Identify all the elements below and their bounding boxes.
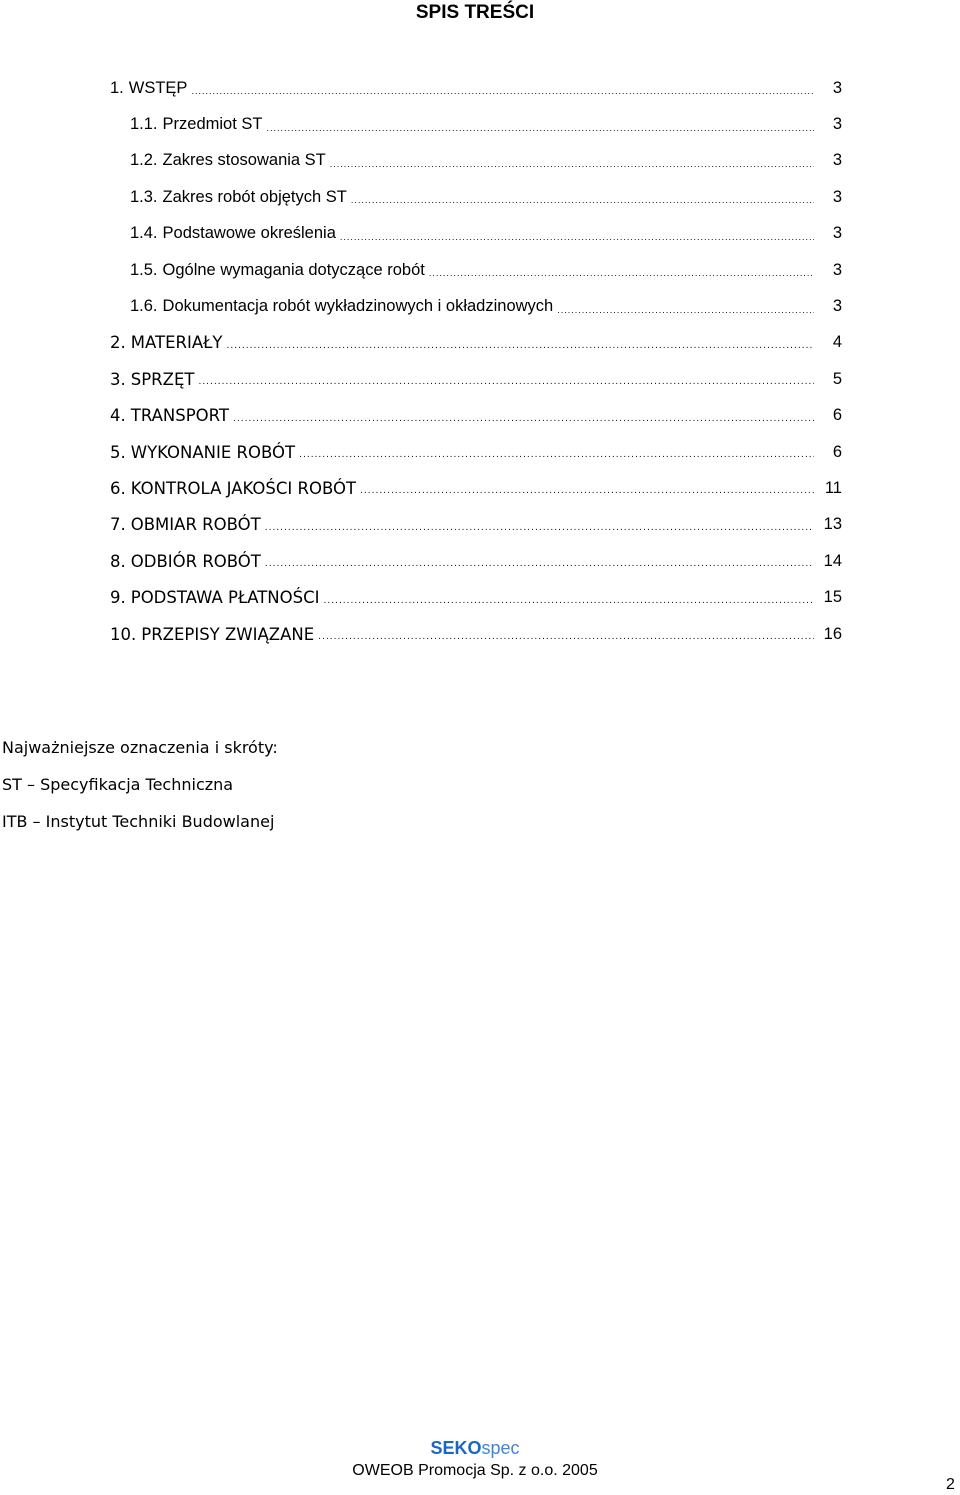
- toc-entry-number: 10.: [110, 624, 137, 644]
- toc-entry-label: ODBIÓR ROBÓT: [130, 551, 261, 571]
- logo-bold-text: SEKO: [430, 1438, 482, 1458]
- page-number: 2: [946, 1476, 955, 1493]
- toc-dot-leader: [265, 559, 814, 569]
- toc-dot-leader: [198, 377, 814, 387]
- toc-entry-label: PODSTAWA PŁATNOŚCI: [130, 588, 320, 608]
- toc-dot-leader: [226, 341, 814, 351]
- toc-entry[interactable]: [110, 434, 842, 470]
- toc-dot-leader: [351, 195, 814, 205]
- toc-entry-number: 5.: [110, 442, 126, 462]
- toc-entry-label: SPRZĘT: [130, 369, 195, 389]
- toc-entry-page: 14: [823, 551, 842, 570]
- toc-entry-page: 6: [832, 442, 842, 461]
- toc-entry-number: 1.6.: [130, 297, 158, 316]
- toc-entry[interactable]: [110, 216, 842, 252]
- toc-entry-number: 4.: [110, 406, 126, 426]
- footer-text: OWEOB Promocja Sp. z o.o. 2005: [352, 1462, 598, 1479]
- toc-entry[interactable]: [110, 325, 842, 361]
- toc-entry-page: 11: [824, 478, 842, 497]
- toc-entry-page: 5: [832, 369, 842, 388]
- toc-entry-number: 2.: [110, 333, 126, 353]
- toc-entry-number: 8.: [110, 551, 126, 571]
- toc-entry[interactable]: [110, 288, 842, 324]
- toc-entry-page: 13: [823, 515, 842, 534]
- toc-entry[interactable]: [110, 179, 842, 215]
- toc-dot-leader: [233, 414, 814, 424]
- toc-entry-label: Zakres robót objętych ST: [162, 187, 347, 206]
- toc-entry-page: 3: [832, 115, 842, 134]
- toc-entry[interactable]: [110, 361, 842, 397]
- toc-entry-label: OBMIAR ROBÓT: [130, 515, 261, 535]
- toc-dot-leader: [299, 450, 814, 460]
- toc-entry-label: Dokumentacja robót wykładzinowych i okładzinowych: [162, 297, 554, 316]
- toc-dot-leader: [330, 159, 814, 169]
- toc-entry-label: WSTĘP: [128, 78, 188, 97]
- toc-entry-page: 4: [832, 333, 842, 352]
- toc-entry-label: Przedmiot ST: [162, 115, 263, 134]
- toc-entry-number: 1.2.: [130, 151, 158, 170]
- toc-dot-leader: [191, 86, 814, 96]
- toc-entry-label: WYKONANIE ROBÓT: [130, 442, 296, 462]
- toc-entry-number: 9.: [110, 588, 126, 608]
- abbreviations-section: [2, 734, 278, 845]
- toc-entry[interactable]: [110, 507, 842, 543]
- logo-light-text: spec: [481, 1438, 520, 1458]
- toc-dot-leader: [557, 305, 814, 315]
- abbreviation-item: ST – Specyfikacja Techniczna: [2, 775, 234, 794]
- toc-entry[interactable]: [110, 579, 842, 615]
- toc-entry[interactable]: [110, 398, 842, 434]
- toc-entry-page: 3: [832, 297, 842, 316]
- toc-dot-leader: [266, 123, 814, 133]
- page-title: SPIS TREŚCI: [415, 2, 535, 23]
- toc-entry[interactable]: [110, 106, 842, 142]
- toc-entry-page: 15: [823, 588, 842, 607]
- abbreviation-item: ITB – Instytut Techniki Budowlanej: [2, 812, 275, 831]
- toc-entry[interactable]: [110, 252, 842, 288]
- toc-entry[interactable]: [110, 143, 842, 179]
- toc-entry-page: 3: [832, 187, 842, 206]
- footer-logo: [0, 1438, 950, 1459]
- toc-entry-number: 7.: [110, 515, 126, 535]
- toc-entry-page: 3: [832, 224, 842, 243]
- toc-entry-number: 6.: [110, 478, 126, 498]
- toc-entry-page: 6: [832, 406, 842, 425]
- toc-entry[interactable]: [110, 70, 842, 106]
- toc-entry-label: Ogólne wymagania dotyczące robót: [162, 260, 425, 279]
- toc-entry-label: Zakres stosowania ST: [162, 151, 326, 170]
- toc-dot-leader: [265, 523, 814, 533]
- toc-entry[interactable]: [110, 616, 842, 652]
- toc-entry-label: PRZEPISY ZWIĄZANE: [141, 624, 315, 644]
- toc-entry[interactable]: [110, 470, 842, 506]
- toc-entry-label: MATERIAŁY: [130, 333, 223, 353]
- toc-entry-number: 1.: [110, 78, 124, 97]
- toc-dot-leader: [340, 232, 814, 242]
- toc-entry-label: TRANSPORT: [130, 406, 230, 426]
- toc-entry-label: KONTROLA JAKOŚCI ROBÓT: [130, 478, 357, 498]
- toc-entry-page: 3: [832, 260, 842, 279]
- toc-dot-leader: [324, 596, 815, 606]
- toc-entry-number: 1.1.: [130, 115, 158, 134]
- toc-entry-page: 3: [832, 151, 842, 170]
- toc-entry-number: 1.5.: [130, 260, 158, 279]
- toc-entry[interactable]: [110, 543, 842, 579]
- toc-entry-number: 3.: [110, 369, 126, 389]
- toc-entry-label: Podstawowe określenia: [162, 224, 336, 243]
- toc-dot-leader: [318, 632, 814, 642]
- abbreviations-heading: Najważniejsze oznaczenia i skróty:: [2, 738, 278, 757]
- toc-dot-leader: [360, 486, 814, 496]
- toc-entry-number: 1.4.: [130, 224, 158, 243]
- toc-entry-page: 16: [823, 624, 842, 643]
- toc-entry-page: 3: [832, 78, 842, 97]
- toc-dot-leader: [429, 268, 814, 278]
- toc-entry-number: 1.3.: [130, 187, 158, 206]
- table-of-contents: [110, 70, 842, 652]
